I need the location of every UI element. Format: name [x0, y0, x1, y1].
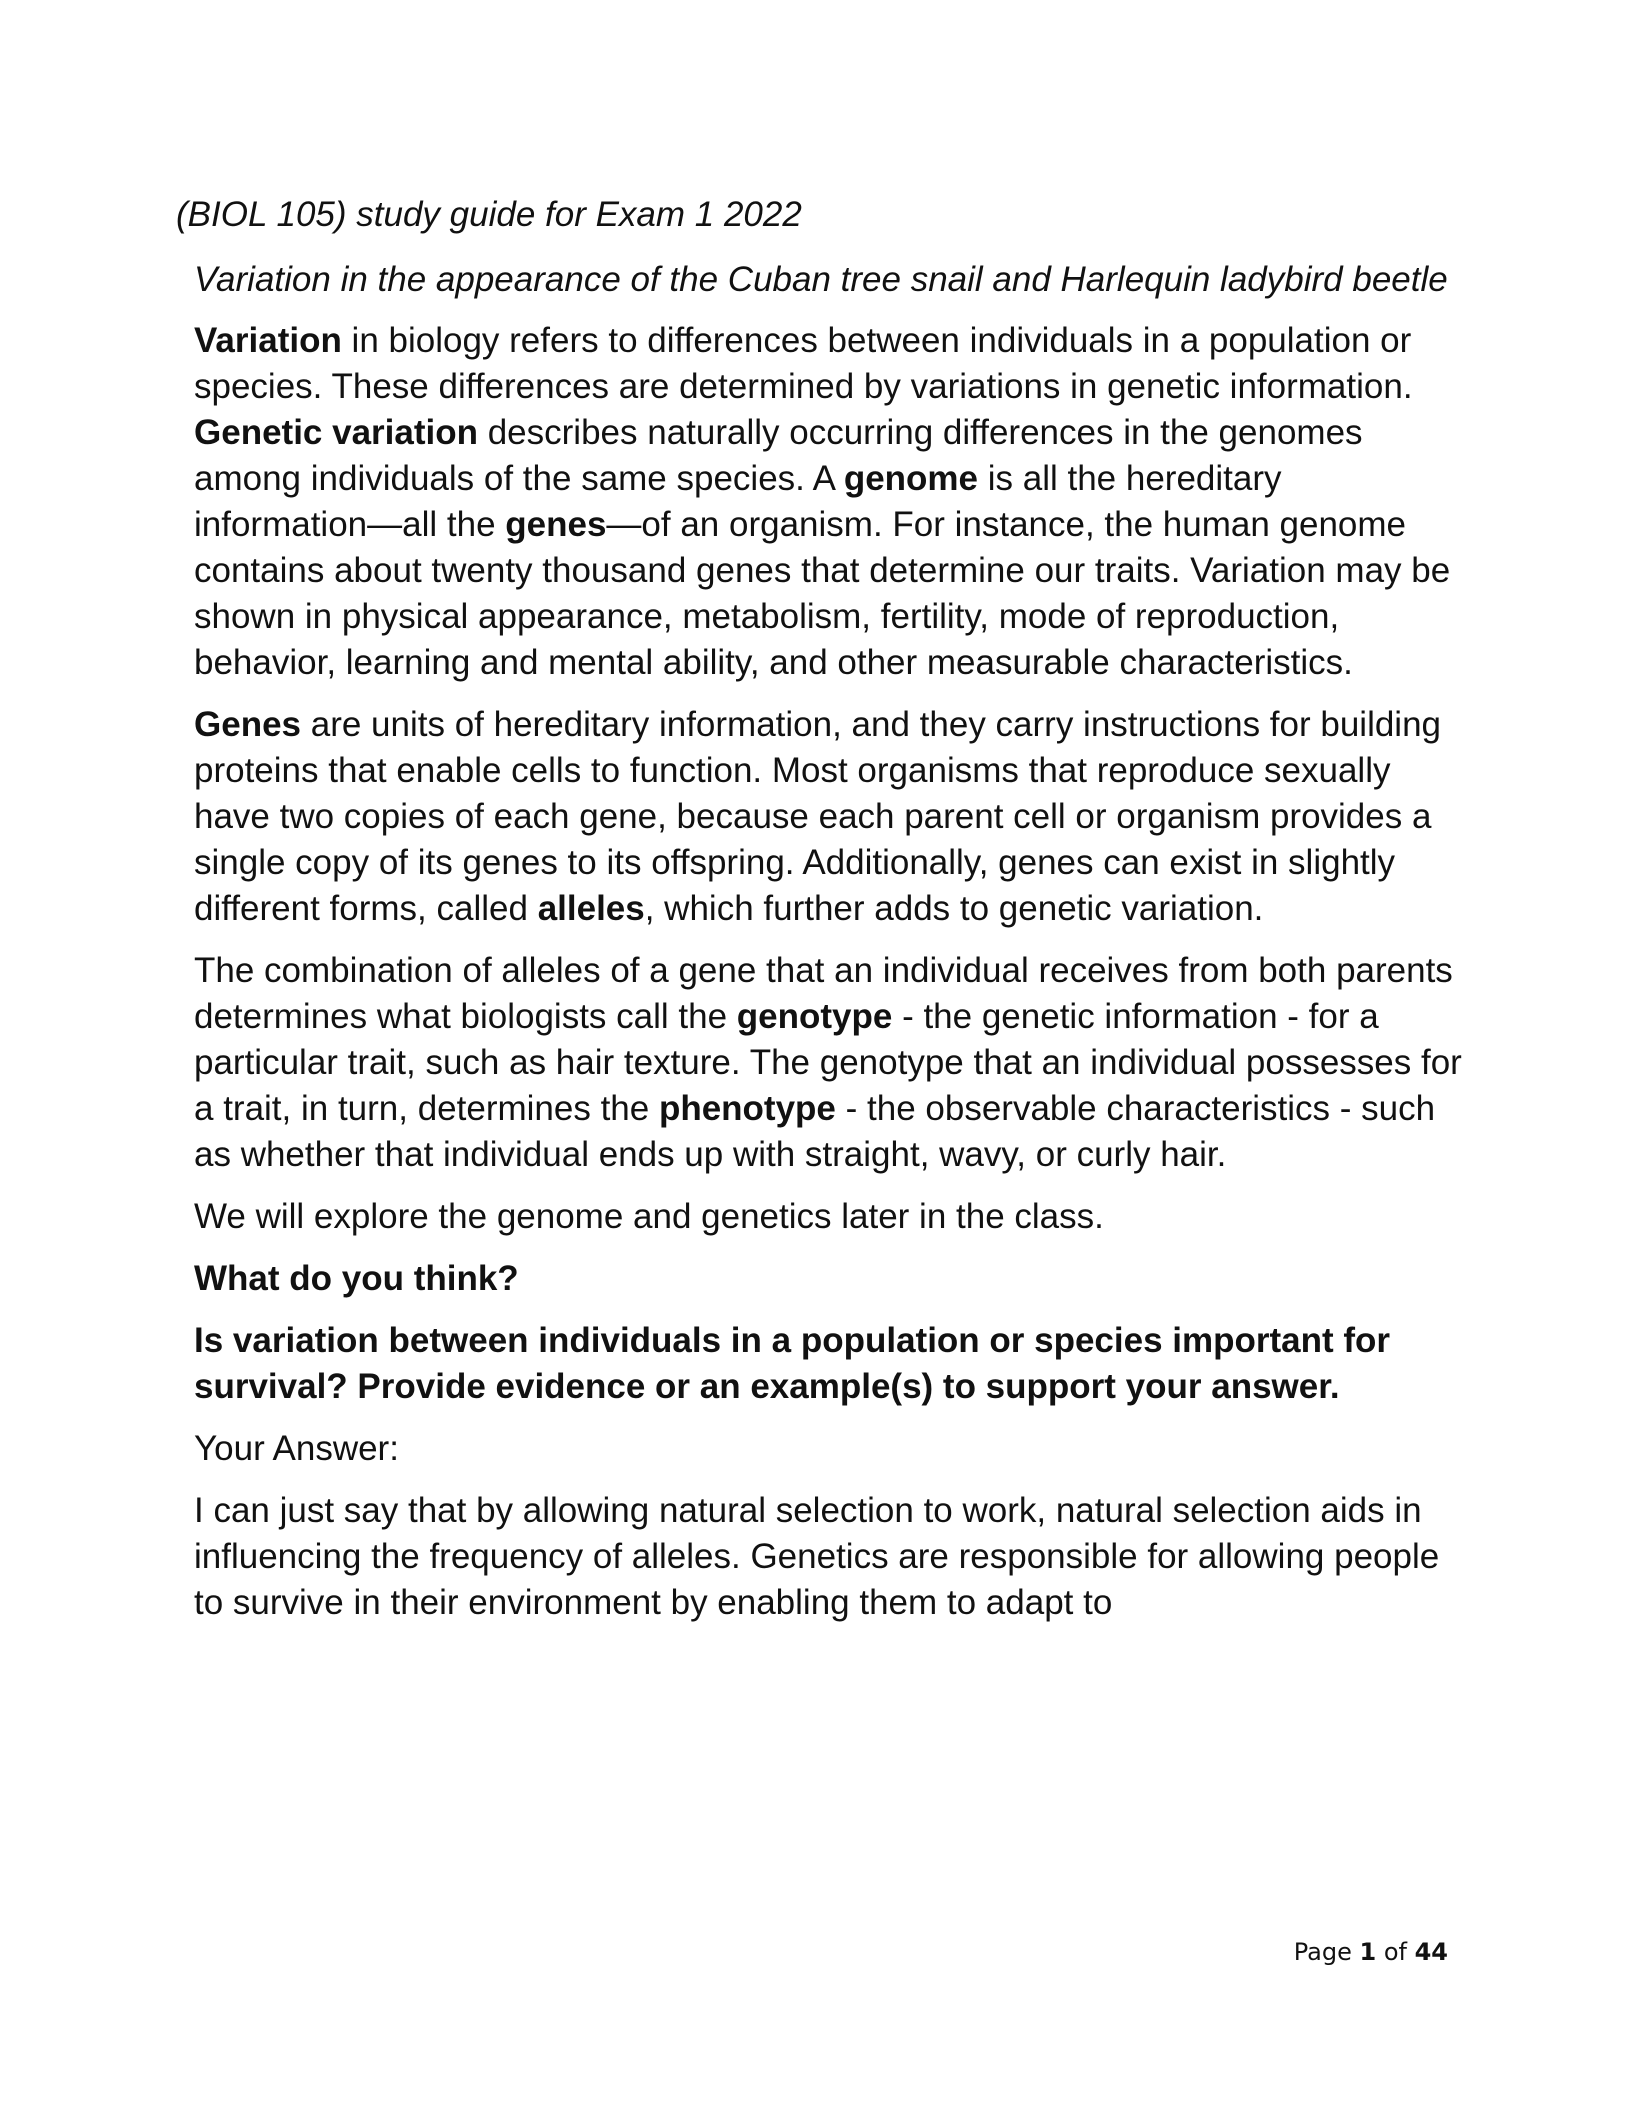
term-genetic-variation: Genetic variation	[194, 413, 478, 452]
footer-page-number: 1	[1359, 1938, 1377, 1966]
paragraph-variation	[194, 318, 1462, 686]
document-title: (BIOL 105) study guide for Exam 1 2022	[176, 195, 802, 234]
term-genotype: genotype	[736, 997, 893, 1036]
section-subtitle: Variation in the appearance of the Cuban tree snail and Harlequin ladybird beetle	[194, 260, 1448, 299]
footer-of-word: of	[1376, 1938, 1415, 1966]
question-prompt: Is variation between individuals in a population or species important for survival? Provide evidence or an example(s) to support your answer.	[194, 1321, 1391, 1406]
paragraph-text: —of an organism. For instance, the human genome contains about twenty thousand genes that determine our traits. Variation may be shown in physical appearance, metabolism, fertility, mode of reproduction, behavior, learning and mental ability, and other measurable characteristics.	[194, 505, 1451, 682]
paragraph-text: describes naturally occurring differences in the genomes among individuals of the same species. A	[194, 413, 1363, 498]
footer-page-total: 44	[1414, 1938, 1448, 1966]
paragraph-genotype	[194, 948, 1462, 1178]
answer-text: I can just say that by allowing natural selection to work, natural selection aids in influencing the frequency of alleles. Genetics are responsible for allowing people to survive in their environment by enabling them to adapt to	[194, 1491, 1440, 1622]
paragraph-text: is all the hereditary information—all the	[194, 459, 1282, 544]
answer-label: Your Answer:	[194, 1429, 399, 1468]
paragraph-genes	[194, 702, 1462, 932]
question-heading: What do you think?	[194, 1259, 519, 1298]
document-body	[194, 258, 1462, 1642]
term-genes: genes	[505, 505, 607, 544]
paragraph-text: The combination of alleles of a gene that an individual receives from both parents determines what biologists call the	[194, 951, 1453, 1036]
paragraph-text: - the genetic information - for a particular trait, such as hair texture. The genotype that an individual possesses for a trait, in turn, determines the	[194, 997, 1462, 1128]
page-footer	[1294, 1938, 1448, 1966]
paragraph-text: - the observable characteristics - such as whether that individual ends up with straight, wavy, or curly hair.	[194, 1089, 1436, 1174]
term-genome: genome	[843, 459, 979, 498]
paragraph-text: , which further adds to genetic variation.	[644, 889, 1264, 928]
term-genes: Genes	[194, 705, 301, 744]
paragraph-text: in biology refers to differences between individuals in a population or species. These differences are determined by variations in genetic information.	[194, 321, 1413, 406]
paragraph-explore: We will explore the genome and genetics later in the class.	[194, 1197, 1104, 1236]
paragraph-text: are units of hereditary information, and they carry instructions for building proteins that enable cells to function. Most organisms that reproduce sexually have two copies of each gene, because each parent cell or organism provides a single copy of its genes to its offspring. Additionally, genes can exist in slightly different forms, called	[194, 705, 1442, 928]
footer-page-word: Page	[1293, 1938, 1360, 1966]
term-alleles: alleles	[537, 889, 645, 928]
term-variation: Variation	[194, 321, 342, 360]
term-phenotype: phenotype	[658, 1089, 836, 1128]
